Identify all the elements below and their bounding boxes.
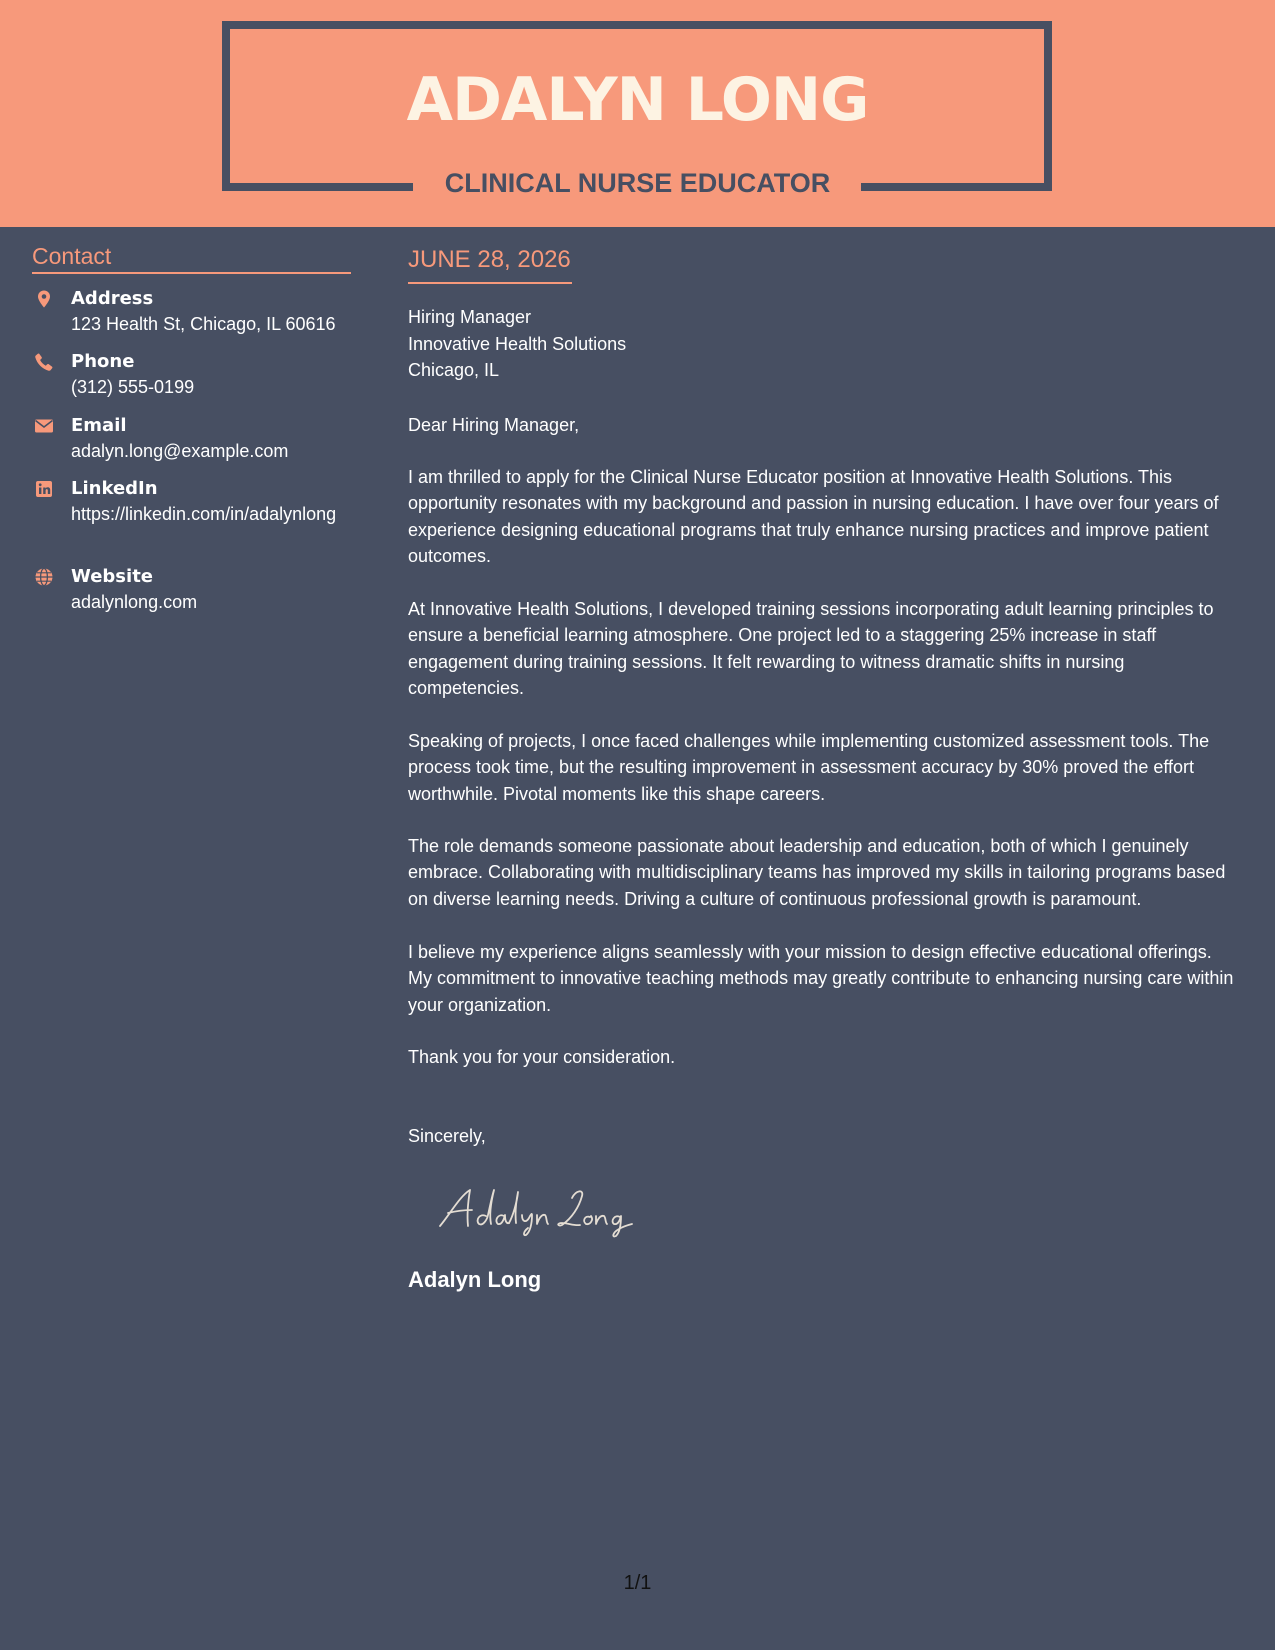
date-divider: [408, 282, 572, 284]
page-number: 1/1: [623, 1572, 652, 1594]
phone-icon: [34, 352, 54, 372]
body-paragraph: Speaking of projects, I once faced challenges while implementing customized assessment tools. The process took time, but the resulting improvement in assessment accuracy by 30% proved the effort worthwhile. Pivotal moments like this shape careers.: [408, 731, 1210, 804]
contact-value-website[interactable]: adalynlong.com: [71, 592, 198, 612]
recipient-name: Hiring Manager: [408, 307, 532, 327]
closing-thanks: Thank you for your consideration.: [408, 1047, 676, 1067]
contact-value-phone: (312) 555-0199: [71, 377, 195, 397]
recipient-company: Innovative Health Solutions: [408, 333, 627, 354]
contact-value-linkedin[interactable]: https://linkedin.com/in/adalynlong: [71, 504, 337, 524]
recipient-location: Chicago, IL: [408, 360, 500, 380]
body-paragraph: I believe my experience aligns seamlessly with your mission to design effective educational offerings. My commitment to innovative teaching methods may greatly contribute to enhancing nursing care within your organization.: [408, 942, 1234, 1015]
globe-icon: [34, 567, 54, 587]
body-paragraph: The role demands someone passionate about leadership and education, both of which I genuinely embrace. Collaborating with multidisciplinary teams has improved my skills in tailoring programs based on diverse learning needs. Driving a culture of continuous professional growth is paramount.: [408, 836, 1226, 909]
applicant-name: ADALYN LONG: [406, 65, 869, 135]
signer-name: Adalyn Long: [408, 1267, 542, 1292]
contact-value-address: 123 Health St, Chicago, IL 60616: [71, 314, 336, 334]
contact-label-email: Email: [71, 415, 127, 436]
body-paragraph: I am thrilled to apply for the Clinical Nurse Educator position at Innovative Health Solutions. This opportunity resonates with my background and passion in nursing education. I have over four years of experience designing educational programs that truly enhance nursing practices and improve patient outcomes.: [408, 467, 1219, 567]
recipient-block: [408, 304, 626, 384]
contact-label-address: Address: [71, 288, 154, 309]
envelope-icon: [34, 416, 54, 436]
job-title: CLINICAL NURSE EDUCATOR: [444, 168, 831, 198]
closing-line: Sincerely,: [408, 1126, 486, 1146]
contact-label-phone: Phone: [71, 351, 135, 372]
letter-date: JUNE 28, 2026: [408, 246, 571, 273]
header-banner: [0, 0, 1275, 227]
contact-value-email[interactable]: adalyn.long@example.com: [71, 441, 289, 461]
salutation: Dear Hiring Manager,: [408, 415, 580, 435]
body-paragraph: At Innovative Health Solutions, I developed training sessions incorporating adult learning principles to ensure a beneficial learning atmosphere. One project led to a staggering 25% increase in staff engagement during training sessions. It felt rewarding to witness dramatic shifts in nursing competencies.: [408, 599, 1214, 699]
contact-heading: Contact: [32, 243, 112, 269]
contact-label-linkedin: LinkedIn: [71, 478, 158, 499]
contact-divider: [32, 272, 351, 274]
contact-label-website: Website: [71, 566, 154, 587]
map-marker-icon: [34, 289, 54, 309]
linkedin-icon: [34, 479, 54, 499]
handwritten-signature: [434, 1180, 644, 1240]
